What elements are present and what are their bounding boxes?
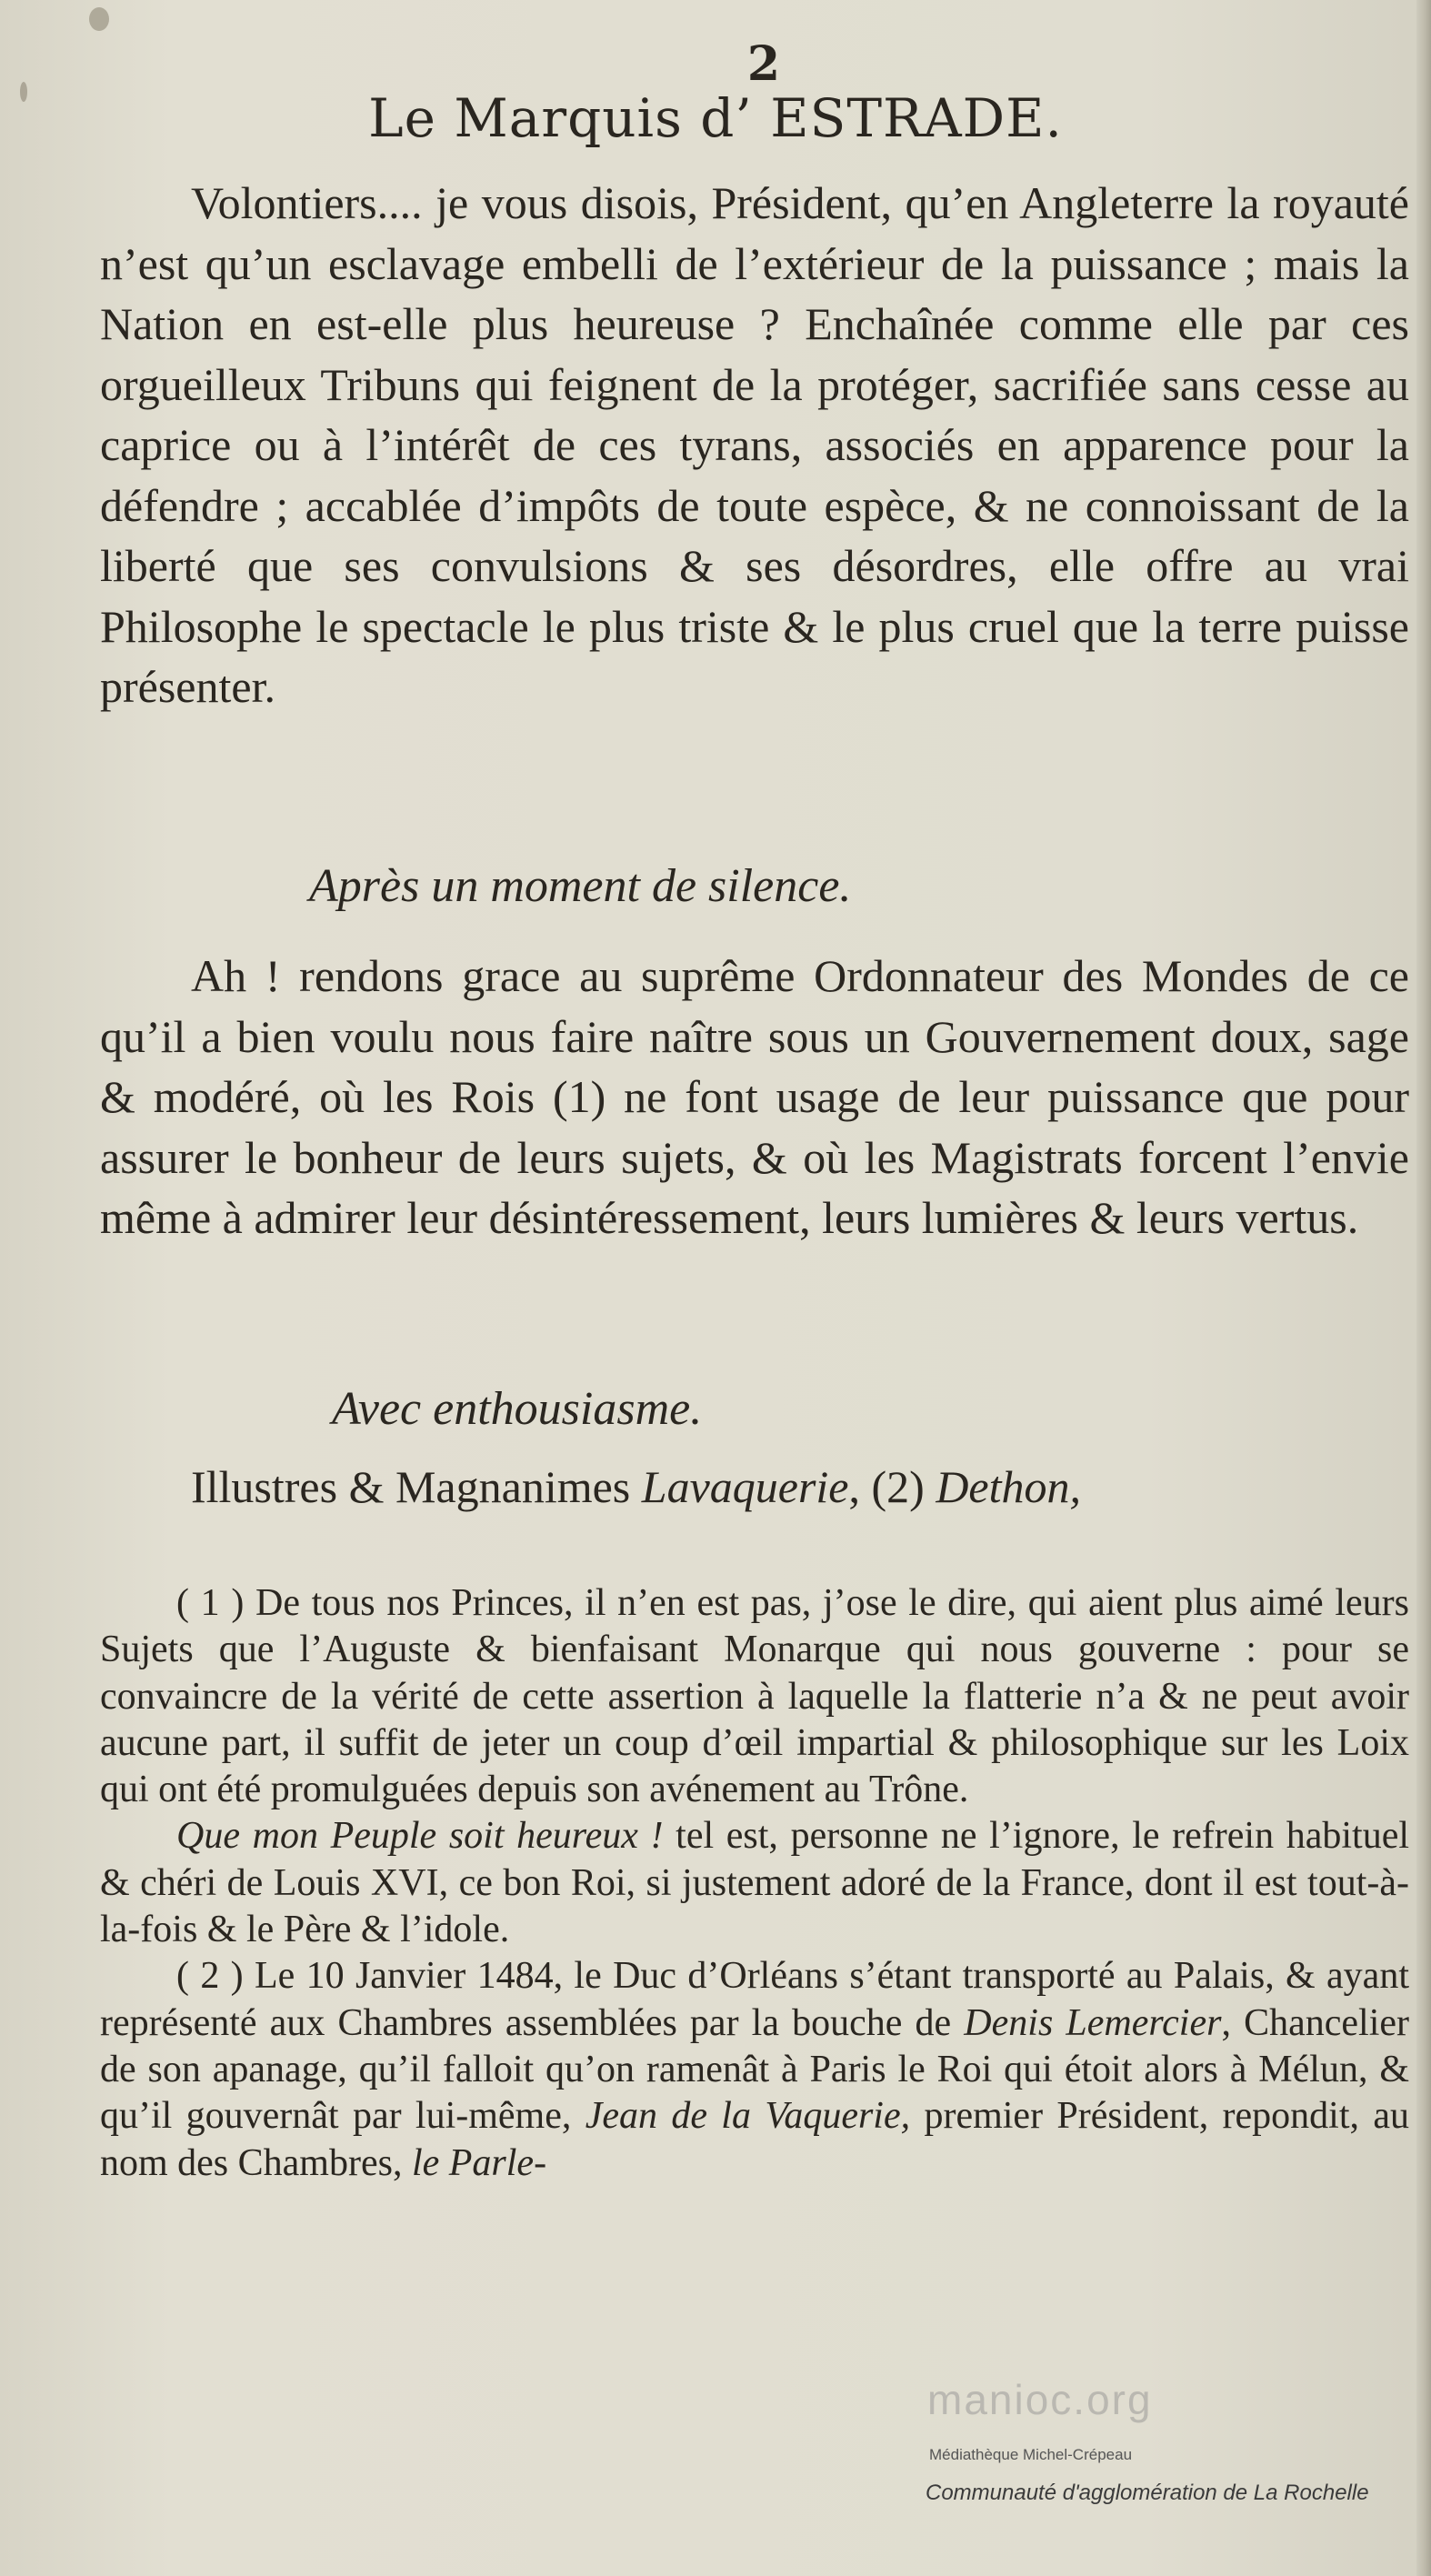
footnote-text: , Chancelier de son apanage, qu’il falloit qu’on ramenât à Paris le Roi qui étoit alors à Mélun, & qu’il gouvernât par lui-même, <box>100 2001 1409 2138</box>
footnote-1: ( 1 ) De tous nos Princes, il n’en est pas, j’ose le dire, qui aient plus aimé leurs Sujets que l’Auguste & bienfaisant Monarque qui nous gouverne : pour se convaincre de la vérité de cette assertion à laquelle la flatterie n’a & ne peut avoir aucune part, il suffit de jeter un coup d’œil impartial & philosophique sur les Loix qui ont été promulguées depuis son avénement au Trône. <box>100 1582 1409 1811</box>
stage-direction-block <box>332 1382 1150 1436</box>
proper-name: Dethon, <box>936 1461 1082 1512</box>
footnote-2 <box>100 1953 1409 2186</box>
ink-stain <box>89 7 109 31</box>
footnote-text: premier Président, repondit, au nom des Chambres, <box>100 2095 1410 2184</box>
royal-quote: Que mon Peuple soit heureux ! <box>176 1815 664 1858</box>
page-number: 2 <box>746 36 781 92</box>
main-text <box>100 173 1409 717</box>
footnote-text: le Parle- <box>411 2141 547 2184</box>
paragraph-lead: Illustres & Magnanimes <box>191 1461 642 1512</box>
main-text <box>100 1457 1409 1518</box>
footnotes <box>100 1580 1409 2187</box>
proper-name: Denis Lemercier <box>964 2001 1222 2044</box>
footnote-text: tel est, personne ne l’ignore, le refrein habituel & chéri de Louis XVI, ce bon Roi, si justement adoré de la France, dont il est tout-à-la-fois & le Père & l’idole. <box>100 1815 1410 1951</box>
paragraph: Ah ! rendons grace au suprême Ordonnateur des Mondes de ce qu’il a bien voulu nous faire naître sous un Gouvernement doux, sage & modéré, où les Rois (1) ne font usage de leur puissance que pour assurer le bonheur de leurs sujets, & où les Magistrats forcent l’envie même à admirer leur désintéressement, leurs lumières & leurs vertus. <box>100 950 1409 1243</box>
paragraph <box>100 1457 1409 1518</box>
stage-direction-block <box>309 859 1218 913</box>
stage-direction: Avec enthousiasme. <box>332 1383 703 1435</box>
footnote-1-continued <box>100 1813 1409 1953</box>
speaker-heading: Le Marquis d’ ESTRADE. <box>368 87 1063 149</box>
proper-name: Jean de la Vaquerie, <box>585 2095 911 2138</box>
paragraph: Volontiers.... je vous disois, Président, qu’en Angleterre la royauté n’est qu’un esclavage embelli de l’extérieur de la puissance ; mais la Nation en est-elle plus heureuse ? Enchaînée comme elle par ces orgueilleux Tribuns qui feignent de la protéger, sacrifiée sans cesse au caprice ou à l’intérêt de ces tyrans, associés en apparence pour la défendre ; accablée d’impôts de toute espèce, & ne connoissant de la liberté que ses convulsions & ses désordres, elle offre au vrai Philosophe le spectacle le plus triste & le plus cruel que la terre puisse présenter. <box>100 177 1409 712</box>
proper-name: Lavaquerie <box>641 1461 849 1512</box>
main-text <box>100 946 1409 1248</box>
footnote-text: ( 2 ) Le 10 Janvier 1484, le Duc d’Orléans s’étant transporté au Palais, & ayant représenté aux Chambres assemblées par la bouche de <box>100 1955 1409 2044</box>
page-edge <box>1416 0 1431 2576</box>
library-credit: Médiathèque Michel-Crépeau <box>929 2446 1133 2463</box>
stage-direction: Après un moment de silence. <box>309 860 852 912</box>
agglomeration-credit: Communauté d'agglomération de La Rochelle <box>926 2481 1369 2505</box>
manioc-watermark: manioc.org <box>927 2376 1153 2423</box>
footnote-ref: , (2) <box>848 1461 936 1512</box>
